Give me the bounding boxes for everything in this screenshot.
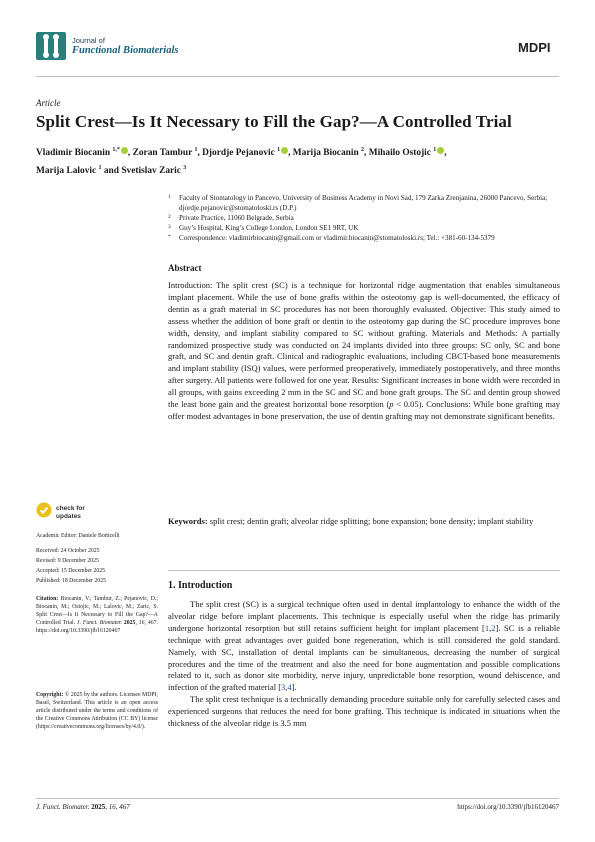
keywords <box>168 516 560 528</box>
affiliation-item: * Correspondence: vladimirbiocanin@gmail.com or vladimir.biocanin@stomatoloski.rs; Tel.: +381-60-134-5379 <box>168 234 495 242</box>
author-name: Marija Biocanin $^2$ <box>292 147 365 159</box>
orcid-icon[interactable] <box>121 147 128 154</box>
author-name: Svetislav Zaric $^3$ <box>121 165 187 177</box>
header-divider <box>36 76 559 77</box>
date-revised: Revised: 9 December 2025 <box>36 558 99 564</box>
footer-doi-link[interactable]: https://doi.org/10.3390/jfb16120467 <box>457 803 559 811</box>
footer-divider <box>36 798 559 799</box>
affiliation-item: 2 Private Practice, 11060 Belgrade, Serbia <box>168 214 294 222</box>
keywords-list: split crest; dentin graft; alveolar ridge splitting; bone expansion; bone density; implant stability <box>209 516 534 526</box>
keywords-label: Keywords: <box>168 516 208 526</box>
journal-name: Functional Biomaterials <box>72 45 179 56</box>
journal-logo <box>36 32 66 60</box>
journal-label: Journal of <box>72 36 105 45</box>
abstract-heading: Abstract <box>168 263 202 273</box>
citation-link[interactable]: 2 <box>491 622 496 633</box>
author-list: Vladimir Biocanin $^{1,*}$ , Zoran Tambur $^1$, Djordje Pejanovic $^1$ , Marija Biocanin $^2$, Mihailo Ostojic $^1$ , Marija Lalovic $^1$ and Svetislav Zaric $^3$ <box>36 147 447 177</box>
affiliation-item: 3 Guy’s Hospital, King’s College London, London SE1 9RT, UK <box>168 224 359 232</box>
affiliations <box>168 193 563 243</box>
date-published: Published: 18 December 2025 <box>36 578 107 584</box>
author-name: Vladimir Biocanin $^{1,*}$ <box>36 148 128 158</box>
author-name: Djordje Pejanovic $^1$ <box>202 148 288 158</box>
citation-block: Citation: Biocanin, V.; Tambur, Z.; Pejanovic, D.; Biocanin, M.; Ostojic, M.; Lalovic, M.; Zaric, S. Split Crest—Is It Necessary to Fill the Gap?—A Controlled Trial. J. Funct. Biomater. 2025, 16, 467. https://doi.org/10.3390/jfb16120467 <box>36 596 158 634</box>
affiliation-item: 1 Faculty of Stomatology in Pancevo, University of Business Academy in Novi Sad, 179 Zarka Zrenjanina, 26000 Pancevo, Serbia; djordje.pejanovic@stomatoloski.rs (D.P.) <box>168 194 548 212</box>
author-name: Mihailo Ostojic $^1$ <box>369 148 445 158</box>
orcid-icon[interactable] <box>437 147 444 154</box>
check-for-updates-link[interactable]: check for updates <box>56 505 85 520</box>
article-type: Article <box>36 98 61 108</box>
section-heading: 1. Introduction <box>168 580 233 591</box>
author-name: Marija Lalovic $^1$ <box>36 165 102 177</box>
paragraph: The split crest technique is a technically demanding procedure suitable only for carefully selected cases and experienced surgeons that reduces the need for bone grafting. This technique is indicated in situations when the thickness of the alveolar ridge is 3.5 mm <box>168 694 560 729</box>
copyright-block: Copyright: © 2025 by the authors. Licensee MDPI, Basel, Switzerland. This article is an open access article distributed under the terms and conditions of the Creative Commons Attribution (CC BY) license (https://creativecommons.org/licenses/by/4.0/). <box>36 692 158 730</box>
citation-link[interactable]: 3 <box>281 682 286 693</box>
publisher-logo: MDPI <box>518 40 551 55</box>
citation-link[interactable]: 1 <box>484 622 490 633</box>
author-name: Zoran Tambur $^1$ <box>132 147 198 159</box>
introduction-body <box>168 599 560 730</box>
date-received: Received: 24 October 2025 <box>36 548 100 554</box>
paragraph: The split crest (SC) is a surgical technique often used in dental implantology to enhance the width of the alveolar ridge before implant placements. This technique is especially useful when the ridge has primarily undergone horizontal resorption but still retains sufficient height for implant placement [1,2]. SC is a reliable technique with great advantages over guided bone regeneration, which is still considered the gold standard. Namely, with SC, installation of dental implants can be simultaneous, decreasing the number of surgical procedures and the time of the treatment and also the need for bone augmentation and possible complications related to it, such as donor site morbidity, nerve injury, unpredictable bone resorption, wound dehiscence, and infection of the grafted material [3,4]. <box>168 599 561 693</box>
check-updates-icon[interactable] <box>36 502 52 518</box>
date-accepted: Accepted: 15 December 2025 <box>36 568 106 574</box>
section-divider <box>168 570 560 571</box>
academic-editor: Academic Editor: Daniele Botticelli <box>36 533 120 539</box>
abstract-text: Introduction: The split crest (SC) is a technique for horizontal ridge augmentation that enables simultaneous implant placement. While the use of bone grafts within the osteotomy gap is well-documented, the efficacy of dentin as a graft material in SC procedures has not been thoroughly evaluated. Objective: This study aimed to assess whether the addition of bone graft or dentin to the osteotomy gap during the SC procedure improves bone width, density, and implant stability compared to SC without grafting. Materials and Methods: A partially randomized prospective study was conducted on 24 implants divided into three groups: SC only, SC and bone graft, and SC and dentin graft. Clinical and radiographic evaluations, including CBCT-based bone measurements and implant stability (ISQ) values, were performed preoperatively, immediately postoperatively, and three months after surgery. All patients were followed for one year. Results: Significant increases in bone width were recorded in all groups, with gains exceeding 2 mm in the SC and SC and bone graft groups. The SC and dentin group showed the least bone gain and the greatest horizontal bone resorption (p < 0.05). Conclusions: While bone grafting may offer modest advantages in bone preservation, the use of dentin grafting may not demonstrate significant benefits. <box>168 280 561 421</box>
orcid-icon[interactable] <box>281 147 288 154</box>
page-title: Split Crest—Is It Necessary to Fill the Gap?—A Controlled Trial <box>36 112 512 131</box>
citation-link[interactable]: 4 <box>287 682 292 693</box>
footer-citation: J. Funct. Biomater. 2025, 16, 467 <box>36 803 130 811</box>
